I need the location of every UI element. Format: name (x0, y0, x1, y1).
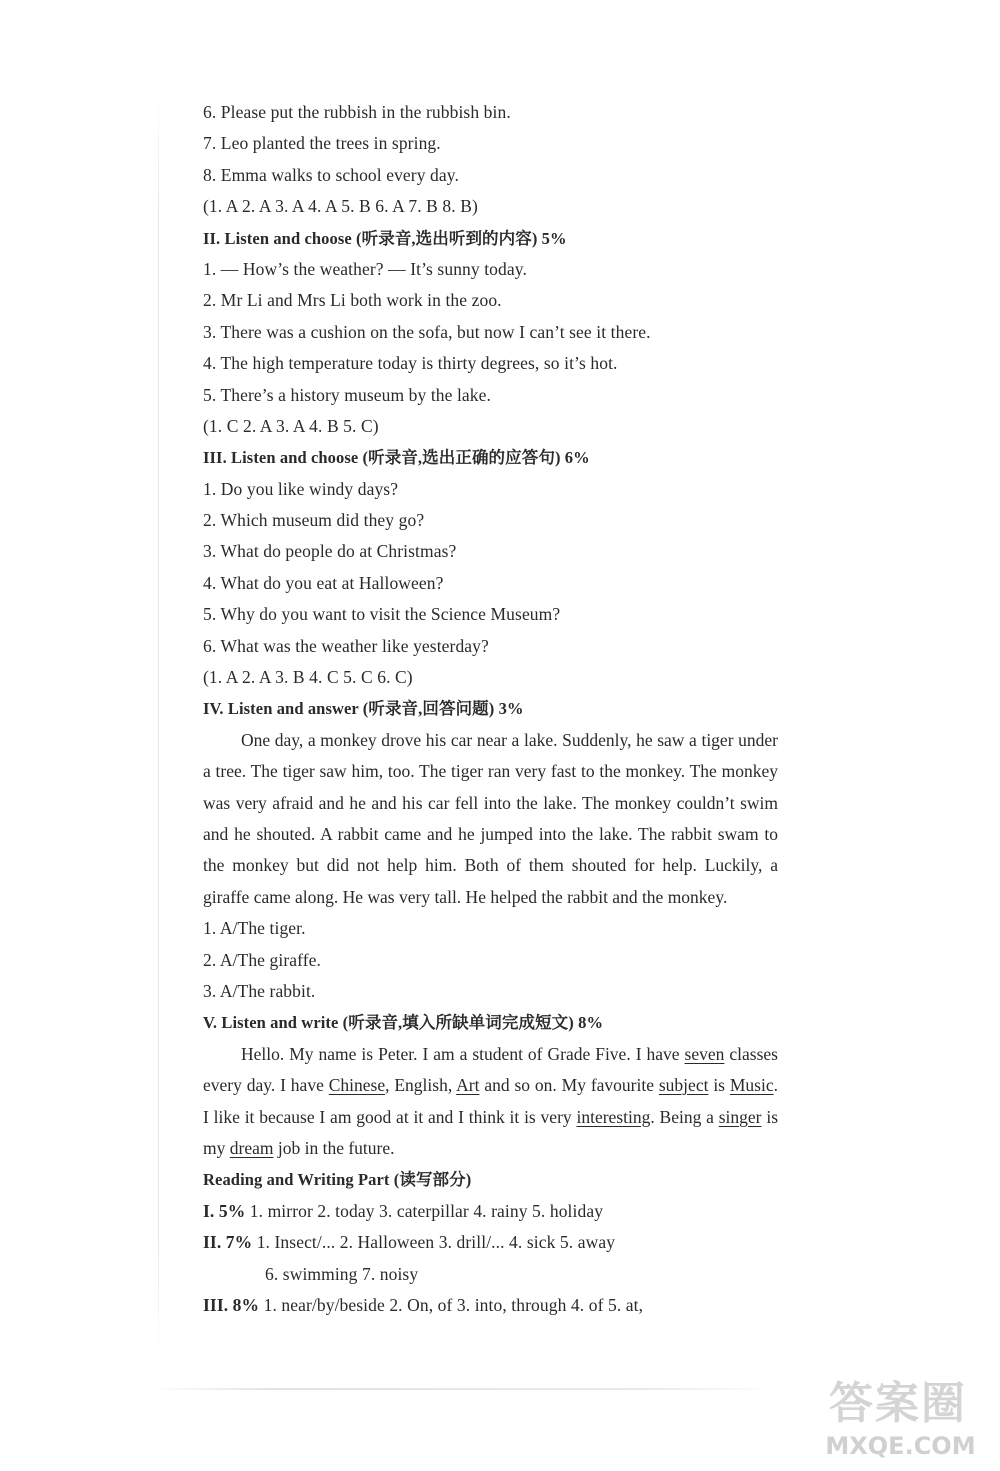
binding-margin-line (158, 90, 159, 1360)
page-content (203, 97, 783, 1321)
rw-part-iii (203, 1290, 783, 1321)
filled-blank: dream (229, 1138, 274, 1159)
filled-blank: subject (658, 1075, 709, 1096)
rw-part-ii-continued: 6. swimming 7. noisy (265, 1263, 419, 1284)
passage-text: is my (203, 1106, 778, 1159)
section-ii-item-1: 1. — How’s the weather? — It’s sunny today. (203, 258, 527, 279)
section-ii-item-4: 4. The high temperature today is thirty degrees, so it’s hot. (203, 353, 618, 374)
rw-part-i (203, 1196, 783, 1227)
page-bottom-rule (150, 1388, 775, 1390)
filled-blank: Chinese (328, 1075, 386, 1096)
section-ii-heading: II. Listen and choose (听录音,选出听到的内容) 5% (203, 228, 567, 248)
rw-part-i-answers: 1. mirror 2. today 3. caterpillar 4. rainy 5. holiday (245, 1200, 604, 1221)
filled-blank: singer (718, 1106, 762, 1127)
section-iv-answer-1: 1. A/The tiger. (203, 918, 306, 939)
section-v-heading: V. Listen and write (听录音,填入所缺单词完成短文) 8% (203, 1013, 604, 1033)
rw-part-ii-answers: 1. Insect/... 2. Halloween 3. drill/... 4. sick 5. away (252, 1232, 616, 1253)
section-ii-item-5: 5. There’s a history museum by the lake. (203, 384, 491, 405)
sentence-6: 6. Please put the rubbish in the rubbish bin. (203, 102, 511, 122)
section-iii-item-2: 2. Which museum did they go? (203, 510, 425, 531)
section-iii-heading: III. Listen and choose (听录音,选出正确的应答句) 6% (203, 448, 590, 468)
rw-part-ii-label: II. 7% (203, 1232, 253, 1253)
filled-blank: seven (684, 1043, 725, 1064)
passage-text: , English, (385, 1075, 457, 1096)
filled-blank: Music (729, 1075, 774, 1096)
section-iv-heading: IV. Listen and answer (听录音,回答问题) 3% (203, 699, 524, 719)
section-iii-item-5: 5. Why do you want to visit the Science Museum? (203, 604, 561, 625)
section-v-passage (203, 1039, 778, 1165)
passage-text: and so on. My favourite (479, 1075, 659, 1096)
section-iii-item-4: 4. What do you eat at Halloween? (203, 572, 444, 593)
answers-section-iii: (1. A 2. A 3. B 4. C 5. C 6. C) (203, 667, 413, 688)
sentence-7: 7. Leo planted the trees in spring. (203, 133, 441, 154)
passage-text: . Being a (650, 1106, 719, 1127)
filled-blank: interesting (576, 1106, 651, 1127)
rw-part-i-label: I. 5% (203, 1200, 246, 1221)
rw-part-iii-label: III. 8% (203, 1295, 260, 1315)
passage-text: . I like it because I am good at it and I think it is very (203, 1075, 778, 1127)
section-iv-passage: One day, a monkey drove his car near a lake. Suddenly, he saw a tiger under a tree. The tiger saw him, too. The tiger ran very fast to the monkey. The monkey was very afraid and he and his car fell into the lake. The monkey couldn’t swim and he shouted. A rabbit came and he jumped into the lake. The rabbit swam to the monkey but did not help him. Both of them shouted for help. Luckily, a giraffe came along. He was very tall. He helped the rabbit and the monkey. (203, 729, 778, 907)
section-iii-item-3: 3. What do people do at Christmas? (203, 541, 457, 562)
filled-blank: Art (456, 1075, 480, 1096)
passage-text: Hello. My name is Peter. I am a student of Grade Five. I have (241, 1043, 685, 1064)
reading-writing-heading: Reading and Writing Part (读写部分) (203, 1170, 472, 1190)
section-iii-item-1: 1. Do you like windy days? (203, 478, 399, 499)
rw-part-iii-answers: 1. near/by/beside 2. On, of 3. into, through 4. of 5. at, (259, 1295, 644, 1315)
section-ii-item-2: 2. Mr Li and Mrs Li both work in the zoo. (203, 290, 502, 311)
passage-text: job in the future. (273, 1138, 395, 1159)
passage-text: is (708, 1075, 730, 1096)
answers-section-i: (1. A 2. A 3. A 4. A 5. B 6. A 7. B 8. B) (203, 196, 478, 217)
section-iv-answer-2: 2. A/The giraffe. (203, 949, 322, 970)
rw-part-ii (203, 1227, 783, 1258)
section-iii-item-6: 6. What was the weather like yesterday? (203, 635, 489, 656)
sentence-8: 8. Emma walks to school every day. (203, 164, 459, 185)
answers-section-ii: (1. C 2. A 3. A 4. B 5. C) (203, 415, 379, 436)
section-iv-answer-3: 3. A/The rabbit. (203, 981, 316, 1002)
site-watermark (808, 1375, 993, 1465)
section-ii-item-3: 3. There was a cushion on the sofa, but now I can’t see it there. (203, 321, 651, 342)
passage-text: classes every day. I have (203, 1043, 778, 1096)
watermark-url: MXQE.COM (825, 1432, 976, 1460)
watermark-logo: 答案圈 (829, 1378, 967, 1429)
